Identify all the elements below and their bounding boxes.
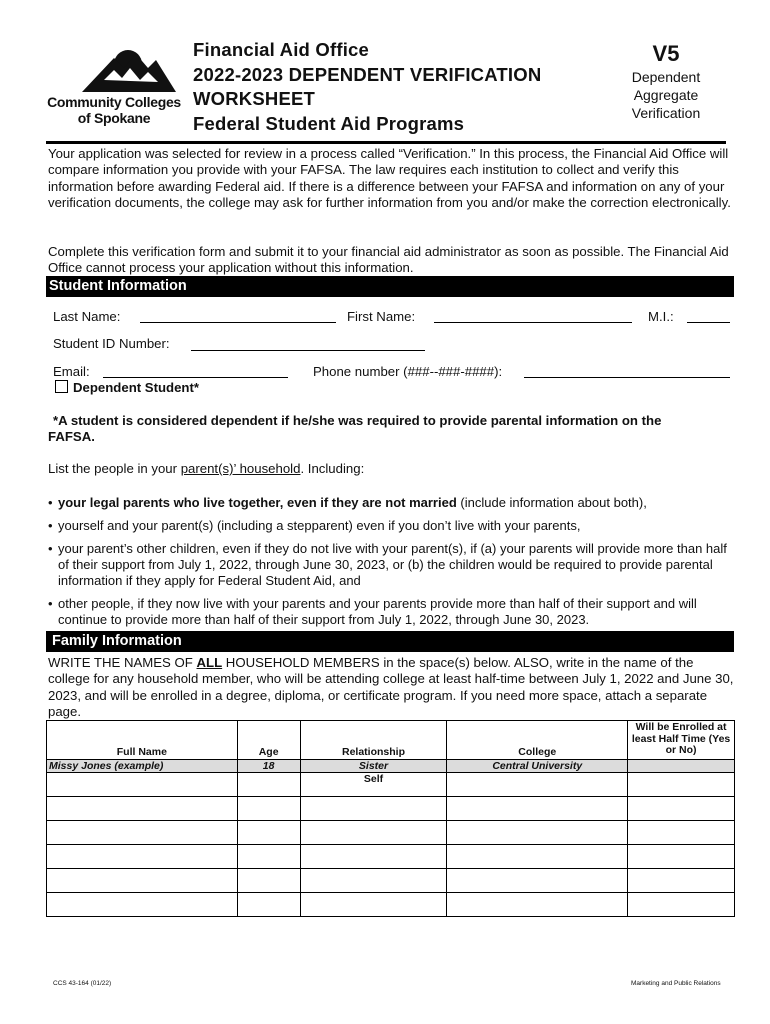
cell-relationship[interactable] <box>300 893 447 917</box>
cell-age[interactable] <box>237 869 300 893</box>
cell-relationship[interactable] <box>300 821 447 845</box>
email-label: Email: <box>53 364 90 379</box>
instr-part-1: WRITE THE NAMES OF <box>48 655 197 670</box>
logo-text-line-2: of Spokane <box>77 110 151 126</box>
cell-enrolled[interactable] <box>628 845 735 869</box>
household-intro-suffix: . Including: <box>300 461 365 476</box>
family-instructions <box>48 655 738 720</box>
example-relationship: Sister <box>300 760 447 773</box>
example-college: Central University <box>447 760 628 773</box>
list-item: • yourself and your parent(s) (including a stepparent) even if you don’t live with your parents, <box>48 517 581 533</box>
cell-enrolled[interactable] <box>628 893 735 917</box>
footer-dept: Marketing and Public Relations <box>631 980 721 987</box>
cell-age[interactable] <box>237 773 300 797</box>
cell-age[interactable] <box>237 845 300 869</box>
cell-college[interactable] <box>447 869 628 893</box>
table-header-row <box>47 721 735 760</box>
last-name-label: Last Name: <box>53 309 121 324</box>
form-code: CCS 43-164 (01/22) <box>53 980 112 987</box>
form-title <box>193 38 541 136</box>
table-row-example <box>47 760 735 773</box>
dependent-student-option[interactable] <box>55 380 199 395</box>
cell-college[interactable] <box>447 773 628 797</box>
version-sub-2: Aggregate <box>633 87 699 103</box>
instr-all: ALL <box>196 655 223 670</box>
family-info-heading: Family Information <box>46 631 734 652</box>
version-sub-3: Verification <box>631 105 701 121</box>
cell-college[interactable] <box>447 893 628 917</box>
dependent-checkbox[interactable] <box>55 380 68 393</box>
list-item: • your parent’s other children, even if they do not live with your parent(s), if (a) your parents will provide more than half of their support from July 1, 2022, through June 30, 2023, or (b) the children would be required to provide parental information if they apply for Federal Student Aid, and <box>48 540 727 589</box>
cell-enrolled[interactable] <box>628 797 735 821</box>
bullet-4: other people, if they now live with your parents and your parents provide more than half of their support and will continue to provide more than half of their support from July 1, 2022, through June 30, 2023. <box>58 595 697 628</box>
bullet-1-rest: (include information about both), <box>456 495 647 510</box>
example-age: 18 <box>237 760 300 773</box>
middle-initial-label: M.I.: <box>648 309 674 324</box>
student-id-label: Student ID Number: <box>53 336 170 351</box>
bullet-1-bold: your legal parents who live together, even if they are not married <box>58 495 457 510</box>
cell-relationship[interactable] <box>300 869 447 893</box>
cell-name[interactable] <box>47 821 238 845</box>
household-bullets <box>48 495 738 635</box>
col-full-name: Full Name <box>47 721 238 760</box>
title-programs: Federal Student Aid Programs <box>193 112 465 134</box>
intro-paragraph-1: Your application was selected for review in a process called “Verification.” In this process, the Financial Aid Office will compare information you provide with your FAFSA. The law requires each institution to collect and verify this information before awarding Federal aid. If there is a difference between your FAFSA and information on any of your verification documents, the college may ask for further information from you and/or make the correction electronically. <box>48 146 731 210</box>
title-worksheet: 2022-2023 DEPENDENT VERIFICATION <box>193 63 542 85</box>
cell-relationship[interactable] <box>300 797 447 821</box>
bullet-2: yourself and your parent(s) (including a stepparent) even if you don’t live with your parents, <box>58 517 581 533</box>
student-info-heading: Student Information <box>46 276 734 297</box>
cell-name[interactable] <box>47 845 238 869</box>
cell-college[interactable] <box>447 821 628 845</box>
bullet-3: your parent’s other children, even if they do not live with your parent(s), if (a) your parents will provide more than half of their support from July 1, 2022, through June 30, 2023, or (b) the children would be required to provide parental information if they apply for Federal Student Aid, and <box>58 540 727 589</box>
title-worksheet-2: WORKSHEET <box>193 88 316 109</box>
household-intro-underlined: parent(s)’ household <box>180 461 301 476</box>
list-item: • other people, if they now live with your parents and your parents provide more than half of their support and will continue to provide more than half of their support from July 1, 2022, through June 30, 2023. <box>48 595 697 628</box>
cell-relationship-self: Self <box>300 773 447 797</box>
header-rule <box>46 141 726 144</box>
cell-age[interactable] <box>237 797 300 821</box>
household-table <box>46 720 735 917</box>
middle-initial-field[interactable] <box>687 322 730 323</box>
cell-name[interactable] <box>47 869 238 893</box>
first-name-field[interactable] <box>434 322 632 323</box>
intro-paragraph-2: Complete this verification form and submit it to your financial aid administrator as soon as possible. The Financial Aid Office cannot process your application without this information. <box>48 244 729 276</box>
version-sub-1: Dependent <box>631 69 701 85</box>
student-id-field[interactable] <box>191 350 425 351</box>
cell-enrolled[interactable] <box>628 821 735 845</box>
cell-enrolled[interactable] <box>628 869 735 893</box>
phone-field[interactable] <box>524 377 730 378</box>
cell-college[interactable] <box>447 797 628 821</box>
cell-relationship[interactable] <box>300 845 447 869</box>
email-field[interactable] <box>103 377 288 378</box>
col-enrolled: Will be Enrolled at least Half Time (Yes or No) <box>628 721 735 760</box>
cell-name[interactable] <box>47 797 238 821</box>
table-row <box>47 869 735 893</box>
household-intro-prefix: List the people in your <box>48 461 181 476</box>
col-age: Age <box>237 721 300 760</box>
last-name-field[interactable] <box>140 322 336 323</box>
table-row <box>47 893 735 917</box>
table-row <box>47 773 735 797</box>
col-college: College <box>447 721 628 760</box>
household-intro <box>48 461 738 477</box>
college-logo <box>44 46 184 128</box>
instr-part-2: HOUSEHOLD MEMBERS in the space(s) below. ALSO, write in the name of the college for any household member, who will be attending college at least half-time between July 1, 2022 and June 30, 2023, and will be enrolled in a degree, diploma, or certificate program. If you need more space, attach a separate page. <box>48 655 734 719</box>
table-row <box>47 845 735 869</box>
cell-age[interactable] <box>237 893 300 917</box>
list-item: • your legal parents who live together, even if they are not married (include information about both), <box>48 495 647 510</box>
example-enrolled <box>628 760 735 773</box>
dependent-note: *A student is considered dependent if he/she was required to provide parental information on the FAFSA. <box>48 413 662 445</box>
cell-name[interactable] <box>47 893 238 917</box>
cell-name[interactable] <box>47 773 238 797</box>
cell-college[interactable] <box>447 845 628 869</box>
cell-enrolled[interactable] <box>628 773 735 797</box>
table-row <box>47 797 735 821</box>
dependent-label: Dependent Student* <box>73 380 200 395</box>
version-code: V5 <box>652 41 680 66</box>
example-name: Missy Jones (example) <box>47 760 238 773</box>
table-row <box>47 821 735 845</box>
col-relationship: Relationship <box>300 721 447 760</box>
phone-label: Phone number (###--###-####): <box>313 364 503 379</box>
first-name-label: First Name: <box>347 309 416 324</box>
version-box <box>610 40 722 122</box>
logo-text-line-1: Community Colleges <box>47 94 181 110</box>
cell-age[interactable] <box>237 821 300 845</box>
title-office: Financial Aid Office <box>193 39 370 60</box>
mountain-logo-icon <box>44 46 184 92</box>
